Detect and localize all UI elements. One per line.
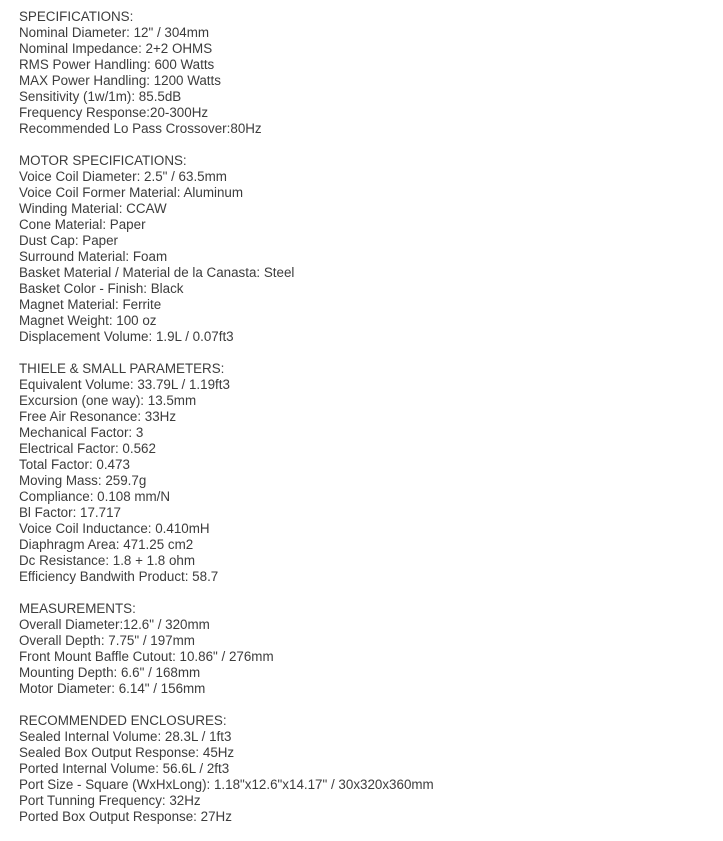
spec-line: Moving Mass: 259.7g [19,473,147,488]
spec-line: Sealed Internal Volume: 28.3L / 1ft3 [19,729,232,744]
spec-line: Sensitivity (1w/1m): 85.5dB [19,89,182,104]
spec-line: Voice Coil Inductance: 0.410mH [19,521,210,536]
spec-line: Motor Diameter: 6.14" / 156mm [19,681,206,696]
spec-line: Sealed Box Output Response: 45Hz [19,745,235,760]
spec-line: Total Factor: 0.473 [19,457,130,472]
spec-line: Nominal Impedance: 2+2 OHMS [19,41,213,56]
spec-line: Basket Color - Finish: Black [19,281,184,296]
spec-line: Displacement Volume: 1.9L / 0.07ft3 [19,329,234,344]
spec-line: Electrical Factor: 0.562 [19,441,156,456]
thiele-small-parameters-section [19,361,709,585]
spec-line: Voice Coil Diameter: 2.5" / 63.5mm [19,169,227,184]
section-heading: MEASUREMENTS: [19,601,136,616]
measurements-section [19,601,709,697]
section-heading: SPECIFICATIONS: [19,9,134,24]
spec-line: Surround Material: Foam [19,249,168,264]
spec-line: Magnet Weight: 100 oz [19,313,157,328]
spec-line: Diaphragm Area: 471.25 cm2 [19,537,194,552]
spec-line: Frequency Response:20-300Hz [19,105,209,120]
spec-line: Nominal Diameter: 12" / 304mm [19,25,210,40]
spec-line: Dc Resistance: 1.8 + 1.8 ohm [19,553,196,568]
spec-line: Port Size - Square (WxHxLong): 1.18"x12.6"x14.17" / 30x320x360mm [19,777,434,792]
spec-line: Overall Depth: 7.75" / 197mm [19,633,195,648]
spec-line: Excursion (one way): 13.5mm [19,393,197,408]
section-heading: THIELE & SMALL PARAMETERS: [19,361,225,376]
section-heading: MOTOR SPECIFICATIONS: [19,153,187,168]
spec-line: Ported Internal Volume: 56.6L / 2ft3 [19,761,230,776]
spec-line: Mounting Depth: 6.6" / 168mm [19,665,201,680]
spec-line: Port Tunning Frequency: 32Hz [19,793,201,808]
spec-line: RMS Power Handling: 600 Watts [19,57,215,72]
spec-line: Cone Material: Paper [19,217,146,232]
spec-line: Front Mount Baffle Cutout: 10.86" / 276mm [19,649,274,664]
motor-specifications-section [19,153,709,345]
spec-line: Efficiency Bandwith Product: 58.7 [19,569,219,584]
spec-line: Equivalent Volume: 33.79L / 1.19ft3 [19,377,230,392]
spec-sheet [19,9,709,841]
spec-line: Winding Material: CCAW [19,201,167,216]
spec-line: Recommended Lo Pass Crossover:80Hz [19,121,262,136]
spec-line: Compliance: 0.108 mm/N [19,489,171,504]
spec-line: Mechanical Factor: 3 [19,425,144,440]
section-heading: RECOMMENDED ENCLOSURES: [19,713,227,728]
specifications-section [19,9,709,137]
spec-line: Ported Box Output Response: 27Hz [19,809,232,824]
spec-line: Dust Cap: Paper [19,233,118,248]
spec-line: MAX Power Handling: 1200 Watts [19,73,221,88]
recommended-enclosures-section [19,713,709,825]
spec-line: Basket Material / Material de la Canasta: Steel [19,265,295,280]
spec-line: Overall Diameter:12.6" / 320mm [19,617,210,632]
spec-line: Bl Factor: 17.717 [19,505,121,520]
spec-line: Magnet Material: Ferrite [19,297,162,312]
spec-line: Voice Coil Former Material: Aluminum [19,185,243,200]
spec-line: Free Air Resonance: 33Hz [19,409,177,424]
